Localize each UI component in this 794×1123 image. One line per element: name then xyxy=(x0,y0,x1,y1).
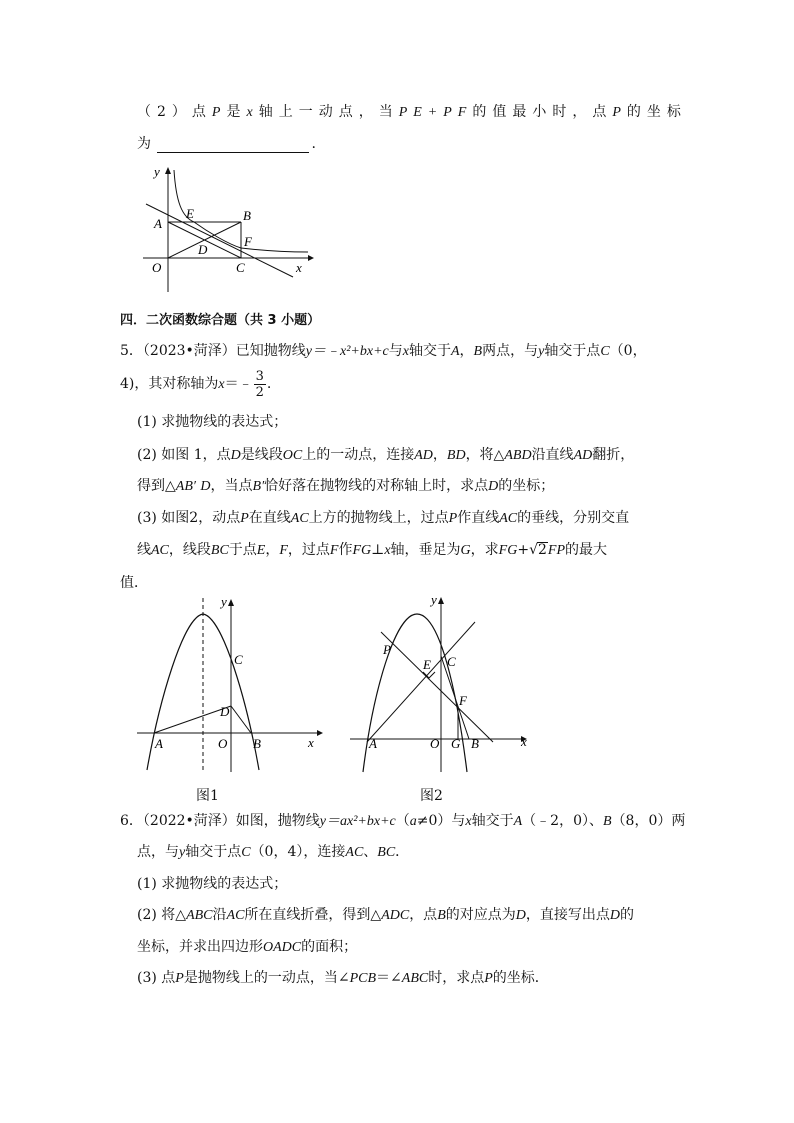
text: （0， xyxy=(609,343,647,359)
q6-part1: (1) 求抛物线的表达式； xyxy=(137,876,288,892)
label-E: E xyxy=(186,206,194,221)
q6-part2-line1 xyxy=(137,906,634,925)
label-G: G xyxy=(451,736,461,751)
var: F xyxy=(279,543,288,558)
var: B xyxy=(437,908,446,923)
var: AC xyxy=(499,511,518,526)
var: F xyxy=(329,543,339,558)
text: 是线段 xyxy=(240,447,283,463)
text: ＝﹣ xyxy=(224,376,253,392)
text: 上的一动点，连接 xyxy=(302,447,415,463)
answer-blank[interactable] xyxy=(157,138,309,153)
var: E xyxy=(256,543,266,558)
var: B′ xyxy=(252,479,265,494)
q5-part3-line2 xyxy=(137,541,607,560)
text: 于点 xyxy=(228,542,257,558)
label-y: y xyxy=(221,594,227,609)
text: 的对应点为 xyxy=(445,907,516,923)
q5-part1: (1) 求抛物线的表达式； xyxy=(137,414,288,430)
text: ⊥ xyxy=(371,542,385,558)
text: 作直线 xyxy=(457,510,500,526)
text: + xyxy=(517,542,530,558)
text: 上方的抛物线上，过点 xyxy=(308,510,449,526)
var: x xyxy=(384,543,391,558)
equation: y＝﹣x²+bx+c xyxy=(305,344,389,359)
text: 坐标，并求出四边形 xyxy=(137,939,263,955)
text: ，当点 xyxy=(210,478,253,494)
x-axis-arrow xyxy=(308,255,314,261)
text: (2) 将△ xyxy=(137,907,187,923)
text: （﹣2，0）、 xyxy=(522,813,603,829)
var: P xyxy=(211,105,227,120)
q5-figure-2 xyxy=(345,592,545,777)
text: 轴，垂足为 xyxy=(390,542,461,558)
text: ，直接写出点 xyxy=(525,907,610,923)
var: B xyxy=(473,344,483,359)
text: 轴交于点 xyxy=(544,343,601,359)
text: 沿 xyxy=(212,907,227,923)
label-y: y xyxy=(154,164,160,179)
var: PE+PF xyxy=(398,105,473,120)
var: D xyxy=(230,448,241,463)
var: AD xyxy=(414,448,433,463)
label-D: D xyxy=(220,704,230,719)
label-O: O xyxy=(218,736,228,751)
q6-part3 xyxy=(137,969,549,988)
label-y: y xyxy=(431,592,437,607)
var: ABC xyxy=(401,971,429,986)
var: PCB xyxy=(349,971,377,986)
q4-figure xyxy=(138,162,318,300)
var: D xyxy=(609,908,620,923)
label-F: F xyxy=(459,693,467,708)
var: x xyxy=(402,344,409,359)
var: D xyxy=(200,479,211,494)
text: ， xyxy=(459,343,474,359)
var: BD xyxy=(446,448,466,463)
var: AC xyxy=(290,511,309,526)
var: OC xyxy=(282,448,303,463)
label-x: x xyxy=(521,734,527,749)
text: 得到△ xyxy=(137,478,176,494)
label-C: C xyxy=(447,654,456,669)
text: 所在直线折叠，得到△ xyxy=(244,907,382,923)
text: ≠0）与 xyxy=(416,813,466,829)
var: ABC xyxy=(186,908,213,923)
text: （2）点 xyxy=(137,104,212,120)
text: ， xyxy=(432,447,447,463)
equation: y＝ax²+bx+c xyxy=(319,814,396,829)
var: FP xyxy=(547,543,566,558)
text: ＝∠ xyxy=(376,970,402,986)
text: （8，0）两 xyxy=(611,813,686,829)
line-PF xyxy=(381,632,493,742)
var: AC xyxy=(345,845,364,860)
text: ，求 xyxy=(470,542,499,558)
label-A: A xyxy=(155,736,163,751)
text: 5．（2023•菏泽）已知抛物线 xyxy=(120,343,306,359)
q5-figure-1 xyxy=(135,592,335,777)
label-x: x xyxy=(308,735,314,750)
label-O: O xyxy=(152,260,162,275)
label-C: C xyxy=(234,652,243,667)
label-C: C xyxy=(236,260,245,275)
text: 4)，其对称轴为 xyxy=(120,376,219,392)
var: B xyxy=(603,814,612,829)
text: 、 xyxy=(363,844,378,860)
var: AB′ xyxy=(175,479,196,494)
var: P xyxy=(448,511,458,526)
figure-1-caption: 图1 xyxy=(196,788,219,804)
label-P: P xyxy=(383,642,391,657)
text: （0，4），连接 xyxy=(250,844,346,860)
var: C xyxy=(241,845,251,860)
text: . xyxy=(266,376,272,392)
var: ABD xyxy=(504,448,532,463)
label-D: D xyxy=(198,242,208,257)
text: 两点，与 xyxy=(482,343,539,359)
var: P xyxy=(175,971,184,986)
text: 线 xyxy=(137,542,151,558)
text: 轴交于 xyxy=(408,343,451,359)
q5-line1 xyxy=(120,342,647,361)
text: ． xyxy=(395,844,410,860)
sqrt-radicand: 2 xyxy=(537,542,547,558)
text: (3) 点 xyxy=(137,970,176,986)
text: 与 xyxy=(388,343,403,359)
label-A: A xyxy=(369,736,377,751)
text: 的最大 xyxy=(565,542,608,558)
q5-line2 xyxy=(120,366,271,403)
sqrt-sign: √ xyxy=(529,542,538,558)
q6-line2 xyxy=(137,843,409,862)
q5-part3-line1 xyxy=(137,509,629,528)
text: . xyxy=(311,136,316,152)
fraction xyxy=(254,369,266,400)
var: A xyxy=(513,814,523,829)
text: 的坐标； xyxy=(498,478,555,494)
var: BC xyxy=(377,845,396,860)
text: 是抛物线上的一动点，当∠ xyxy=(183,970,350,986)
section-heading: 四．二次函数综合题（共 3 小题） xyxy=(120,313,321,328)
q6-part2-line2 xyxy=(137,938,357,957)
var: C xyxy=(600,344,610,359)
text: 的垂线，分别交直 xyxy=(517,510,630,526)
q5-part2-line1 xyxy=(137,446,634,465)
text: 轴交于 xyxy=(471,813,514,829)
q4-part2-line2 xyxy=(137,135,316,153)
text: 翻折， xyxy=(592,447,635,463)
numerator: 3 xyxy=(255,368,264,384)
x-axis-arrow xyxy=(317,730,323,736)
var: AC xyxy=(226,908,245,923)
var: P xyxy=(240,511,249,526)
text: (2) 如图 1，点 xyxy=(137,447,231,463)
var: y xyxy=(538,344,545,359)
text: 点，与 xyxy=(137,844,179,860)
text: 沿直线 xyxy=(531,447,574,463)
var: D xyxy=(488,479,499,494)
var: A xyxy=(450,344,460,359)
q5-part3-line3: 值． xyxy=(120,575,148,591)
label-A: A xyxy=(154,216,162,231)
text: 轴交于点 xyxy=(185,844,242,860)
text: 是 xyxy=(226,104,247,120)
var: FG xyxy=(498,543,518,558)
text: 的值最小时，点 xyxy=(472,104,613,120)
var: FG xyxy=(352,543,372,558)
var: D xyxy=(515,908,526,923)
label-E: E xyxy=(423,657,431,672)
denominator: 2 xyxy=(255,384,264,400)
label-B: B xyxy=(243,208,251,223)
var: BC xyxy=(210,543,229,558)
var: x xyxy=(246,105,259,120)
y-axis-arrow xyxy=(165,167,171,174)
var: OADC xyxy=(263,940,302,955)
text: ，过点 xyxy=(287,542,330,558)
text: ，点 xyxy=(409,907,438,923)
text: (3) 如图2，动点 xyxy=(137,510,241,526)
var: ADC xyxy=(381,908,410,923)
text: 轴上一动点，当 xyxy=(258,104,399,120)
text: 的 xyxy=(620,907,634,923)
text: 时，求点 xyxy=(428,970,485,986)
label-O: O xyxy=(430,736,440,751)
label-B: B xyxy=(253,736,261,751)
text: 6．（2022•菏泽）如图，抛物线 xyxy=(120,813,320,829)
text: ，线段 xyxy=(168,542,211,558)
y-axis-arrow xyxy=(438,597,444,604)
var: x xyxy=(218,377,225,392)
var: G xyxy=(460,543,471,558)
label-B: B xyxy=(471,736,479,751)
text: ，将△ xyxy=(465,447,505,463)
figure-2-caption: 图2 xyxy=(420,788,443,804)
text: 的坐标． xyxy=(492,970,549,986)
var: P xyxy=(484,971,493,986)
text: 在直线 xyxy=(248,510,291,526)
line-AC xyxy=(367,622,475,742)
var: x xyxy=(465,814,472,829)
text: 的坐标 xyxy=(626,104,687,120)
label-F: F xyxy=(244,234,252,249)
var: AD xyxy=(573,448,593,463)
text: （ xyxy=(395,813,410,829)
text: 的面积； xyxy=(301,939,358,955)
y-axis-arrow xyxy=(228,599,234,606)
label-x: x xyxy=(296,260,302,275)
text: 恰好落在抛物线的对称轴上时，求点 xyxy=(264,478,489,494)
var: AC xyxy=(151,543,169,558)
var: y xyxy=(179,845,186,860)
text: 作 xyxy=(338,542,353,558)
q4-part2-line1 xyxy=(137,103,687,122)
text: 为 xyxy=(137,136,151,152)
q5-part2-line2 xyxy=(137,477,554,496)
text: ， xyxy=(265,542,280,558)
q6-line1 xyxy=(120,812,685,831)
var: a xyxy=(409,814,417,829)
var: P xyxy=(612,105,627,120)
